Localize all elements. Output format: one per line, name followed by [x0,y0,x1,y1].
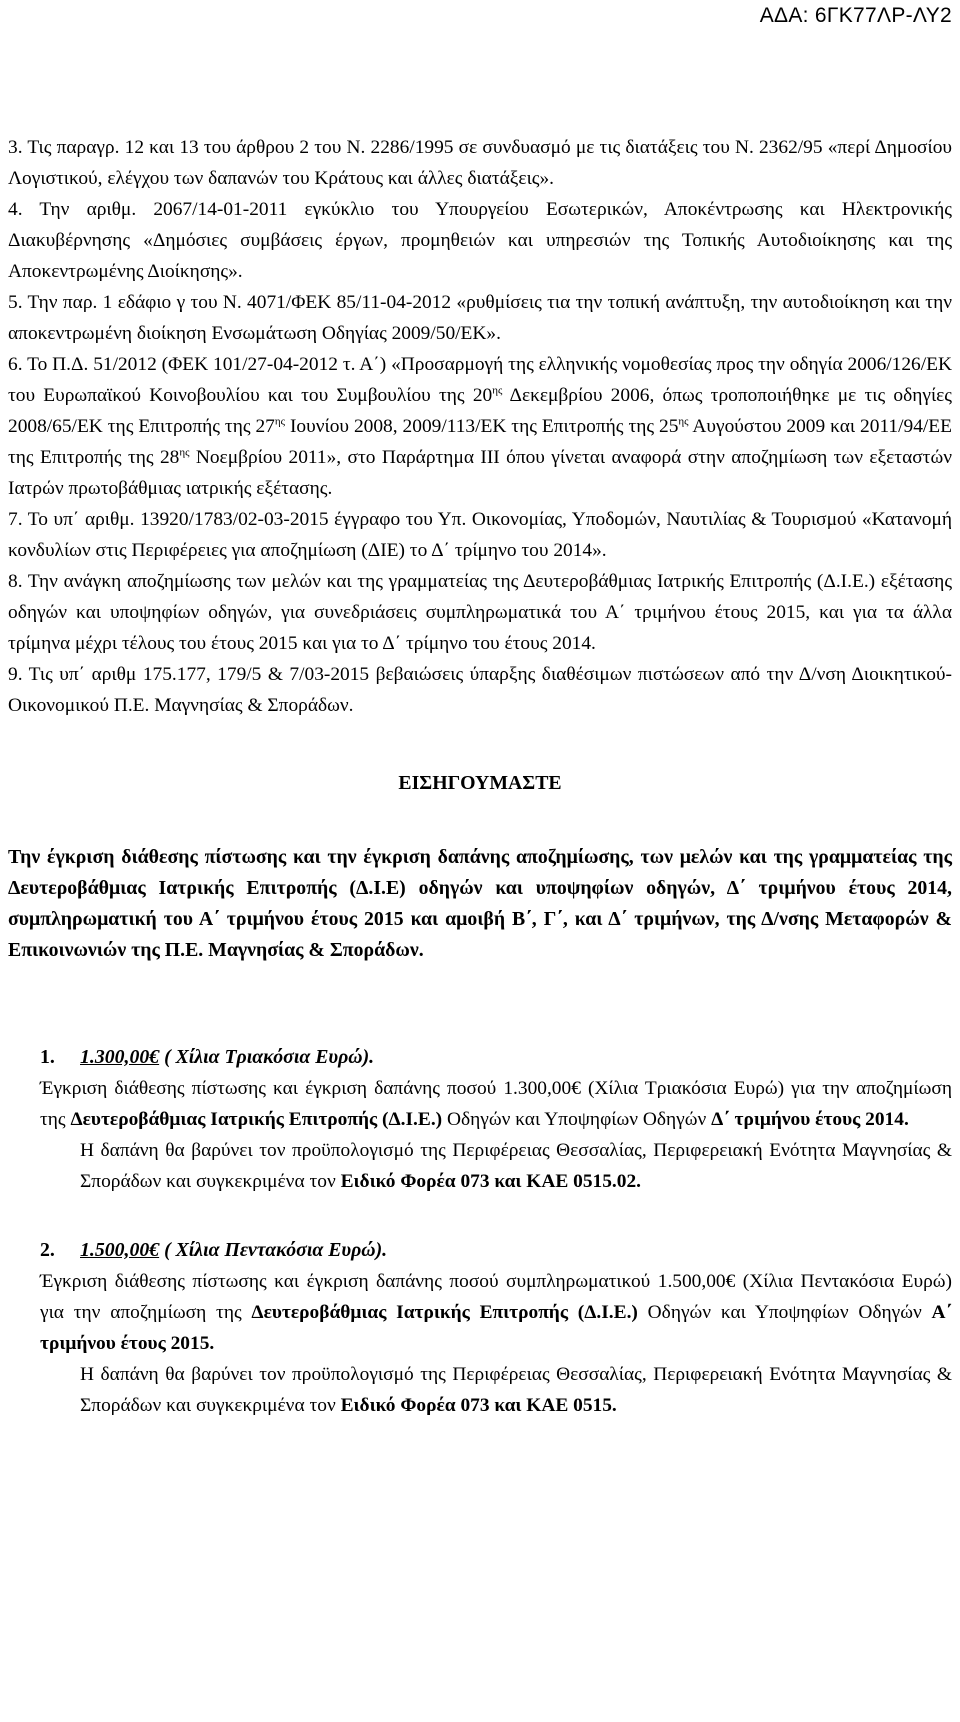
item-burden-text [80,1359,952,1421]
item-heading [80,1235,952,1266]
paragraph-8: 8. Την ανάγκη αποζημίωσης των μελών και της γραμματείας της Δευτεροβάθμιας Ιατρικής Επιτροπής (Δ.Ι.Ε.) εξέτασης οδηγών και υποψηφίων οδηγών, για συνεδριάσεις συμπληρωματικά του Α΄ τριμήνου έτους 2015, και για τα άλλα τρίμηνα μέχρι τέλους του έτους 2015 και για το Δ΄ τρίμηνο του έτους 2014. [8,571,952,654]
approval-text-part: Οδηγών και Υποψηφίων Οδηγών [442,1109,712,1130]
period-label: Α΄ τριμήνου έτους 2015. [40,1302,952,1354]
paragraph-6-part-a: 6. Το Π.Δ. 51/2012 (ΦΕΚ 101/27-04-2012 τ. Α΄) «Προσαρμογή της ελληνικής νομοθεσίας προς την οδηγία 2006/126/ΕΚ του Ευρωπαϊκού Κοινοβουλίου και του Συμβουλίου της 20 [8,354,952,406]
paragraph-6-part-d: Αυγούστου 2009 και 2011/94/ΕΕ της Επιτροπής της 28 [8,416,952,468]
paragraph-6-part-e: Νοεμβρίου 2011», στο Παράρτημα ΙΙΙ όπου γίνεται αναφορά στην αποζημίωση των εξεταστών Ιατρών πρωτοβάθμιας ιατρικής εξέτασης. [8,447,952,499]
item-heading [80,1042,952,1073]
item-amount: 1.300,00€ [80,1046,160,1068]
approval-text-part: Έγκριση διάθεσης πίστωσης και έγκριση δαπάνης ποσού συμπληρωματικού 1.500,00€ (Χίλια Πεντακόσια Ευρώ) για την αποζημίωση της [40,1271,952,1323]
paragraph-7: 7. Το υπ΄ αριθμ. 13920/1783/02-03-2015 έγγραφο του Υπ. Οικονομίας, Υποδομών, Ναυτιλίας & Τουρισμού «Κατανομή κονδυλίων στις Περιφέρειες για αποζημίωση (ΔΙΕ) το Δ΄ τρίμηνο του 2014». [8,509,952,561]
ada-header: ΑΔΑ: 6ΓΚ77ΛΡ-ΛΥ2 [759,4,952,27]
item-amount-words: ( Χίλια Πεντακόσια Ευρώ). [159,1239,388,1261]
approval-text-part: Έγκριση διάθεσης πίστωσης και έγκριση δαπάνης ποσού 1.300,00€ (Χίλια Τριακόσια Ευρώ) για την αποζημίωση της [40,1078,952,1130]
item-approval-text [40,1073,952,1135]
paragraph-9: 9. Τις υπ΄ αριθμ 175.177, 179/5 & 7/03-2015 βεβαιώσεις ύπαρξης διαθέσιμων πιστώσεων από την Δ/νση Διοικητικού-Οικονομικού Π.Ε. Μαγνησίας & Σποράδων. [8,664,952,716]
budget-code: Ειδικό Φορέα 073 και ΚΑΕ 0515.02. [340,1171,641,1192]
paragraph-3: 3. Τις παραγρ. 12 και 13 του άρθρου 2 του Ν. 2286/1995 σε συνδυασμό με τις διατάξεις του Ν. 2362/95 «περί Δημοσίου Λογιστικού, ελέγχου των δαπανών του Κράτους και άλλες διατάξεις». [8,137,952,189]
item-amount: 1.500,00€ [80,1239,160,1261]
item-number: 1. [40,1046,55,1068]
item-number: 2. [40,1239,55,1261]
budget-code: Ειδικό Φορέα 073 και ΚΑΕ 0515. [340,1395,617,1416]
paragraph-4: 4. Την αριθμ. 2067/14-01-2011 εγκύκλιο του Υπουργείου Εσωτερικών, Αποκέντρωσης και Ηλεκτρονικής Διακυβέρνησης «Δημόσιες συμβάσεις έργων, προμηθειών και υπηρεσιών της Τοπικής Αυτοδιοίκησης και της Αποκεντρωμένης Διοίκησης». [8,199,952,282]
committee-name: Δευτεροβάθμιας Ιατρικής Επιτροπής (Δ.Ι.Ε.) [70,1109,443,1130]
recommendation-text: Την έγκριση διάθεσης πίστωσης και την έγκριση δαπάνης αποζημίωσης, των μελών και της γραμματείας της Δευτεροβάθμιας Ιατρικής Επιτροπής (Δ.Ι.Ε) οδηγών και υποψηφίων οδηγών, Δ΄ τριμήνου έτους 2014, συμπληρωματική του Α΄ τριμήνου έτους 2015 και αμοιβή Β΄, Γ΄, και Δ΄ τριμήνων, της Δ/νσης Μεταφορών & Επικοινωνιών της Π.Ε. Μαγνησίας & Σποράδων. [8,846,952,961]
committee-name: Δευτεροβάθμιας Ιατρικής Επιτροπής (Δ.Ι.Ε.) [251,1302,638,1323]
paragraph-6 [4,349,956,504]
ordinal-suffix: ης [492,384,503,397]
ordinal-suffix: ης [274,415,285,428]
ordinal-suffix: ης [678,415,689,428]
burden-text-part: Η δαπάνη θα βαρύνει τον προϋπολογισμό της Περιφέρειας Θεσσαλίας, Περιφερειακή Ενότητα Μαγνησίας & Σποράδων και συγκεκριμένα τον [80,1140,952,1192]
document-page [4,132,956,1421]
expense-item [4,1235,956,1421]
approval-text-part: Οδηγών και Υποψηφίων Οδηγών [637,1302,932,1323]
period-label: Δ΄ τριμήνου έτους 2014. [711,1109,909,1130]
paragraph-6-part-c: Ιουνίου 2008, 2009/113/ΕΚ της Επιτροπής της 25 [285,416,679,437]
expense-item [4,1042,956,1197]
paragraph-5: 5. Την παρ. 1 εδάφιο γ του Ν. 4071/ΦΕΚ 85/11-04-2012 «ρυθμίσεις τια την τοπική ανάπτυξη, την αυτοδιοίκηση και την αποκεντρωμένη διοίκηση Ενσωμάτωση Οδηγίας 2009/50/ΕΚ». [8,292,952,344]
item-approval-text [40,1266,952,1359]
burden-text-part: Η δαπάνη θα βαρύνει τον προϋπολογισμό της Περιφέρειας Θεσσαλίας, Περιφερειακή Ενότητα Μαγνησίας & Σποράδων και συγκεκριμένα τον [80,1364,952,1416]
item-amount-words: ( Χίλια Τριακόσια Ευρώ). [159,1046,375,1068]
paragraph-6-part-b: Δεκεμβρίου 2006, όπως τροποποιήθηκε με τις οδηγίες 2008/65/ΕΚ της Επιτροπής της 27 [8,385,952,437]
item-burden-text [80,1135,952,1197]
section-title: ΕΙΣΗΓΟΥΜΑΣΤΕ [398,772,562,794]
ordinal-suffix: ης [179,446,190,459]
